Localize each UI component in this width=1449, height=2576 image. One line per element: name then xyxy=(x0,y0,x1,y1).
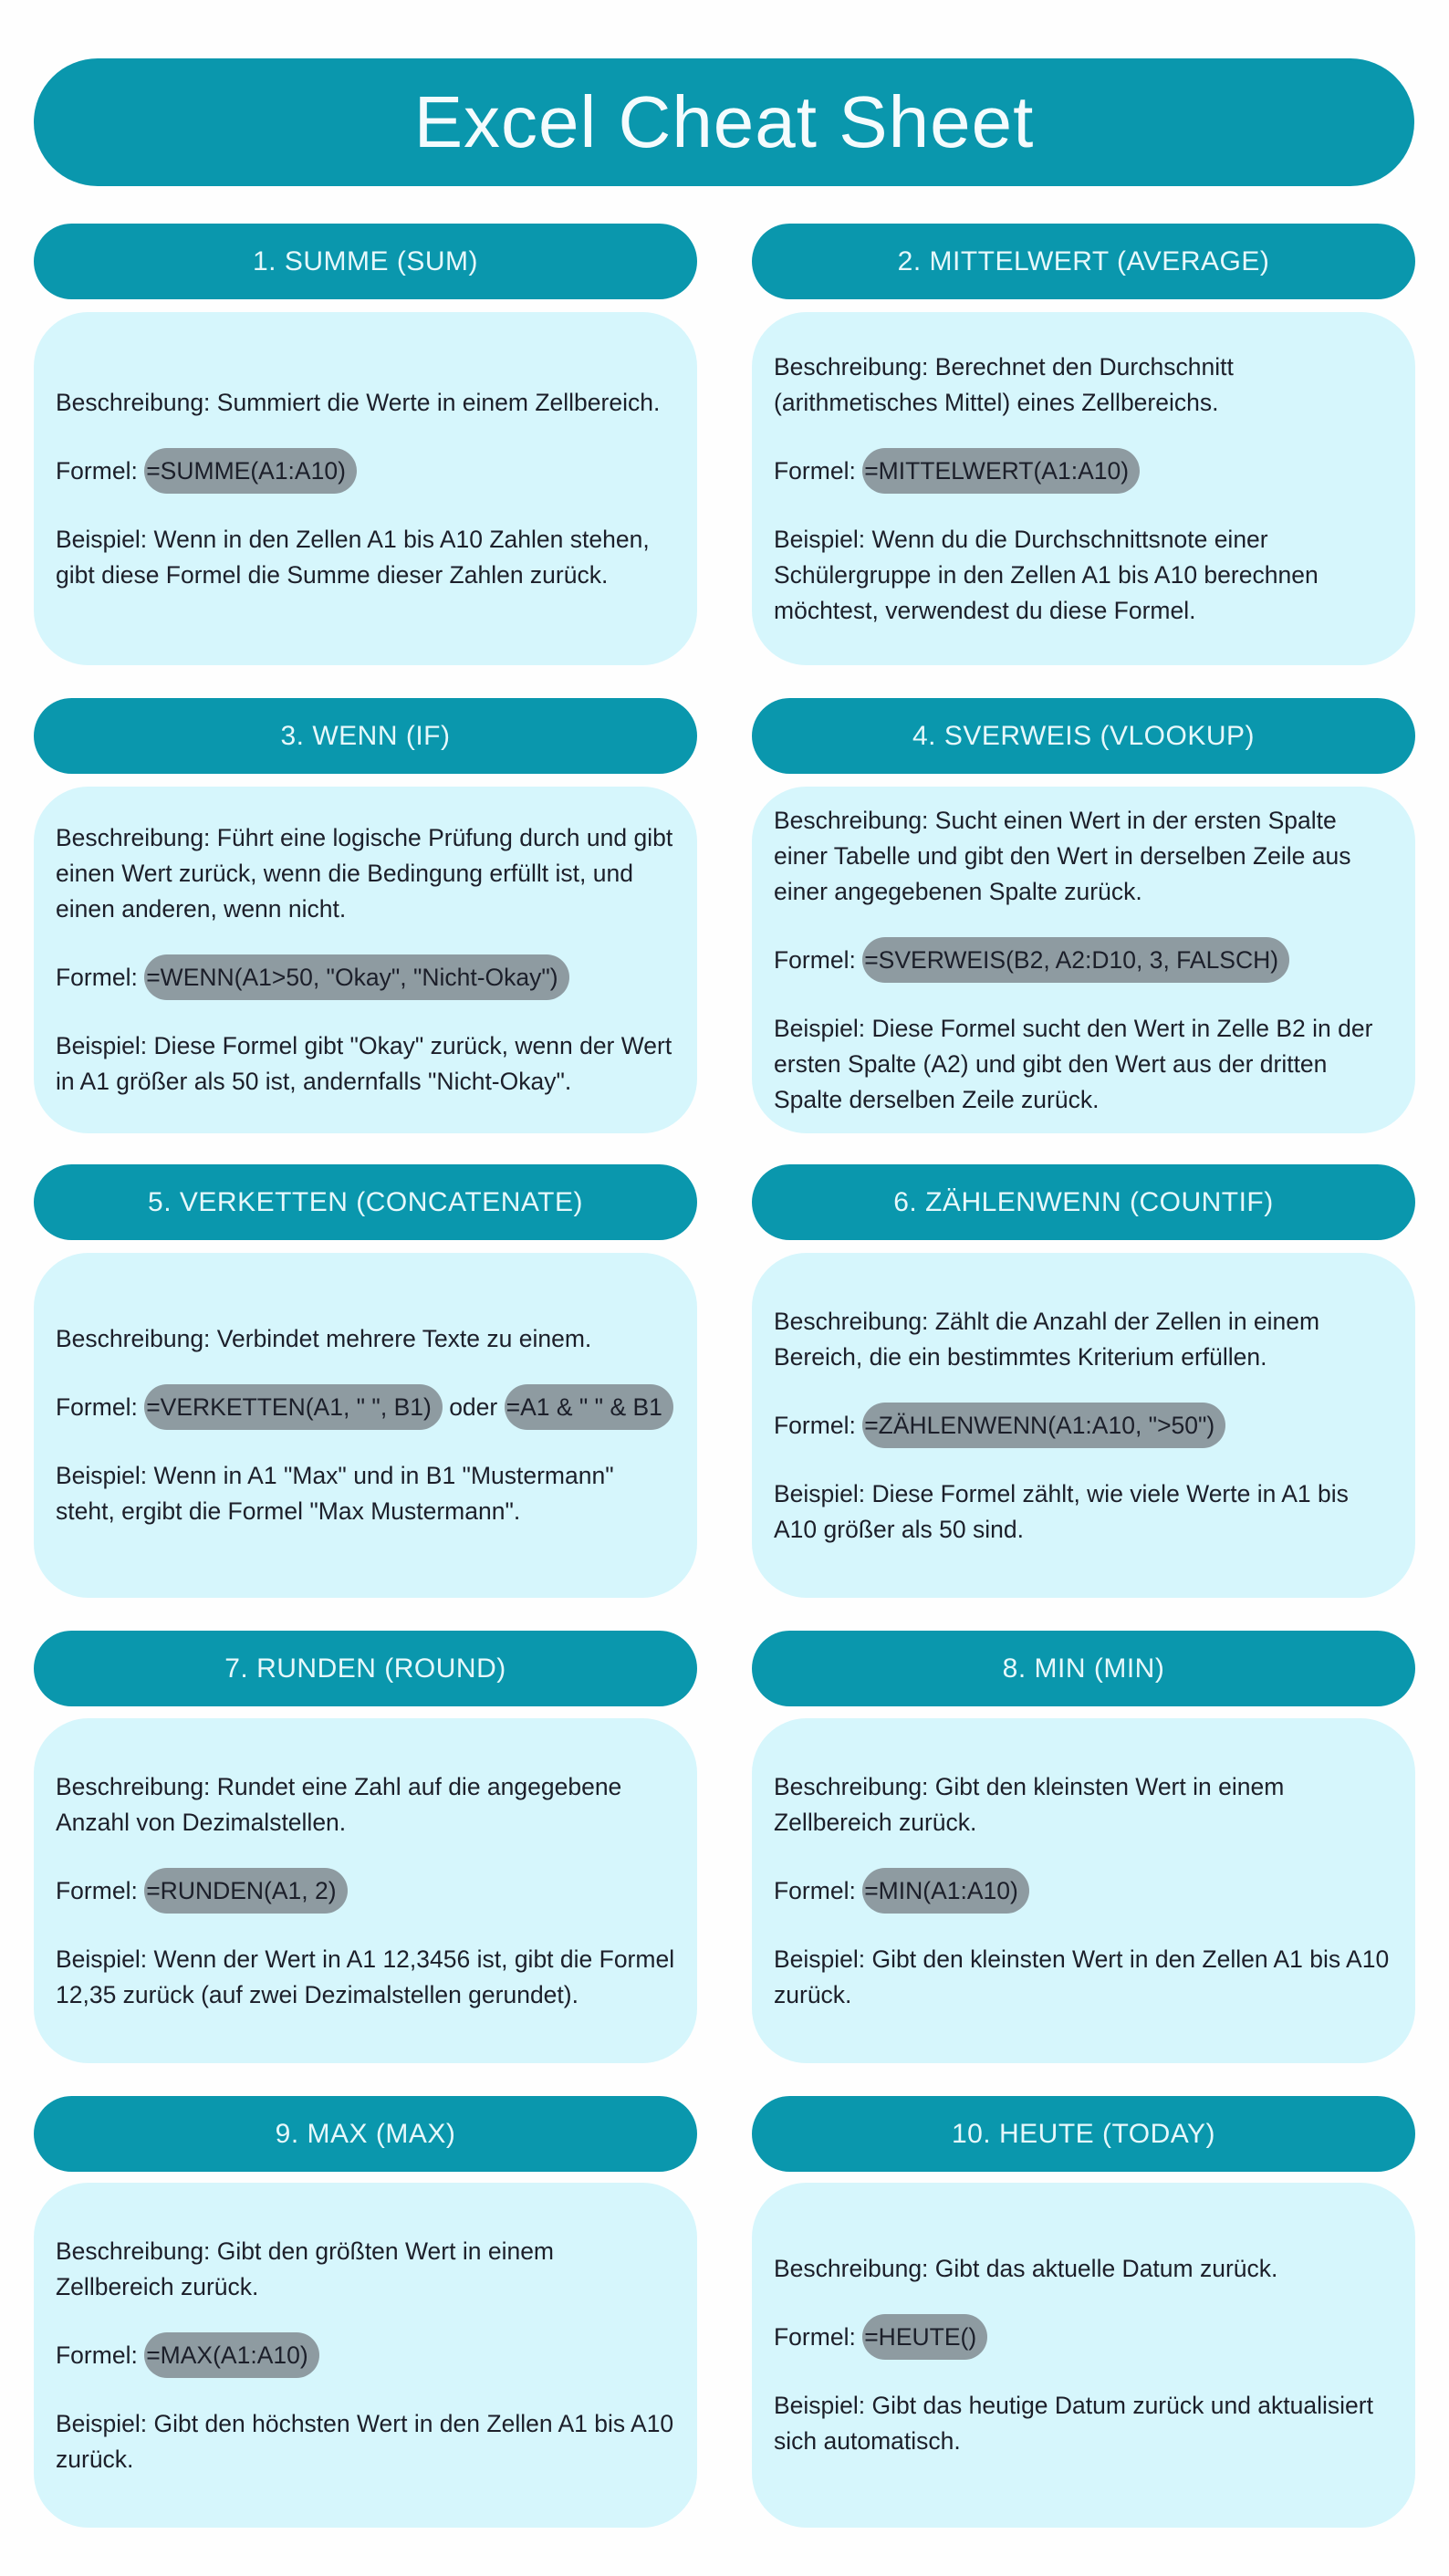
example-text: Wenn in den Zellen A1 bis A10 Zahlen stehen, gibt diese Formel die Summe dieser Zahlen zurück. xyxy=(56,525,650,589)
example-label: Beispiel: xyxy=(774,525,866,553)
formula-pill: =MAX(A1:A10) xyxy=(144,2332,318,2378)
formula xyxy=(774,1873,1393,1909)
formula-label: Formel: xyxy=(774,2323,856,2351)
example-text: Wenn der Wert in A1 12,3456 ist, gibt die Formel 12,35 zurück (auf zwei Dezimalstellen gerundet). xyxy=(56,1945,675,2008)
description-label: Beschreibung: xyxy=(774,352,929,381)
formula-label: Formel: xyxy=(774,456,856,485)
description-label: Beschreibung: xyxy=(56,1772,211,1800)
formula-label: Formel: xyxy=(56,1393,138,1421)
formula xyxy=(56,1873,675,1909)
section-header: 2. MITTELWERT (AVERAGE) xyxy=(752,224,1415,299)
section-card xyxy=(34,1718,697,2063)
formula-pill: =MIN(A1:A10) xyxy=(862,1868,1029,1914)
example xyxy=(774,1942,1393,2013)
description-text: Gibt das aktuelle Datum zurück. xyxy=(934,2255,1278,2282)
description-label: Beschreibung: xyxy=(774,1307,929,1335)
section-card xyxy=(752,1253,1415,1598)
description-text: Summiert die Werte in einem Zellbereich. xyxy=(216,388,661,416)
example-label: Beispiel: xyxy=(774,1014,866,1042)
section-header: 7. RUNDEN (ROUND) xyxy=(34,1631,697,1706)
section-card xyxy=(752,312,1415,665)
description-label: Beschreibung: xyxy=(56,824,211,851)
example-text: Wenn in A1 "Max" und in B1 "Mustermann" steht, ergibt die Formel "Max Mustermann". xyxy=(56,1462,614,1525)
description-label: Beschreibung: xyxy=(56,2237,211,2265)
example xyxy=(774,1476,1393,1548)
example-text: Diese Formel zählt, wie viele Werte in A1 bis A10 größer als 50 sind. xyxy=(774,1479,1349,1543)
formula xyxy=(56,2338,675,2373)
example-label: Beispiel: xyxy=(774,1479,866,1507)
description-text: Berechnet den Durchschnitt (arithmetisches Mittel) eines Zellbereichs. xyxy=(774,352,1234,416)
description-label: Beschreibung: xyxy=(774,1772,929,1800)
formula-pill: =SUMME(A1:A10) xyxy=(144,448,357,494)
formula xyxy=(774,1408,1393,1444)
description-text: Verbindet mehrere Texte zu einem. xyxy=(216,1325,592,1352)
formula xyxy=(774,943,1393,978)
formula-pill: =VERKETTEN(A1, " ", B1) xyxy=(144,1384,443,1430)
example-text: Gibt den kleinsten Wert in den Zellen A1 bis A10 zurück. xyxy=(774,1945,1390,2008)
formula-pill: =HEUTE() xyxy=(862,2314,987,2360)
formula xyxy=(56,1390,675,1425)
formula-pill: =WENN(A1>50, "Okay", "Nicht-Okay") xyxy=(144,954,568,1000)
formula-pill: =MITTELWERT(A1:A10) xyxy=(862,448,1140,494)
example xyxy=(56,1942,675,2013)
example-label: Beispiel: xyxy=(774,1945,866,1973)
section-card xyxy=(34,2183,697,2528)
section-header: 10. HEUTE (TODAY) xyxy=(752,2096,1415,2172)
formula-or: oder xyxy=(449,1393,498,1421)
formula xyxy=(774,2320,1393,2355)
formula-pill: =RUNDEN(A1, 2) xyxy=(144,1868,347,1914)
description-text: Sucht einen Wert in der ersten Spalte einer Tabelle und gibt den Wert in derselben Zeile aus einer angegebenen Spalte zurück. xyxy=(774,806,1351,905)
description xyxy=(56,2234,675,2305)
formula-label: Formel: xyxy=(774,1876,856,1904)
section-header: 5. VERKETTEN (CONCATENATE) xyxy=(34,1164,697,1240)
description xyxy=(56,1769,675,1841)
example-label: Beispiel: xyxy=(774,2392,866,2419)
description xyxy=(56,1321,675,1357)
example-label: Beispiel: xyxy=(56,2409,148,2437)
description xyxy=(774,1769,1393,1841)
section-card xyxy=(34,787,697,1133)
description xyxy=(56,820,675,927)
description-label: Beschreibung: xyxy=(774,806,929,834)
description-label: Beschreibung: xyxy=(774,2255,929,2282)
section-header: 1. SUMME (SUM) xyxy=(34,224,697,299)
description-text: Zählt die Anzahl der Zellen in einem Bereich, die ein bestimmtes Kriterium erfüllen. xyxy=(774,1307,1320,1371)
description xyxy=(774,349,1393,421)
page-title: Excel Cheat Sheet xyxy=(34,58,1414,186)
example xyxy=(56,2406,675,2477)
section-card xyxy=(752,787,1415,1133)
example xyxy=(56,1458,675,1529)
example-label: Beispiel: xyxy=(56,525,148,553)
section-card xyxy=(34,1253,697,1598)
formula xyxy=(774,454,1393,489)
section-header: 3. WENN (IF) xyxy=(34,698,697,774)
description xyxy=(774,1304,1393,1375)
formula xyxy=(56,454,675,489)
section-header: 4. SVERWEIS (VLOOKUP) xyxy=(752,698,1415,774)
example-label: Beispiel: xyxy=(56,1462,148,1489)
description xyxy=(56,385,675,421)
example-text: Gibt das heutige Datum zurück und aktualisiert sich automatisch. xyxy=(774,2392,1373,2455)
description xyxy=(774,2251,1393,2287)
section-header: 6. ZÄHLENWENN (COUNTIF) xyxy=(752,1164,1415,1240)
section-header: 8. MIN (MIN) xyxy=(752,1631,1415,1706)
formula-label: Formel: xyxy=(774,945,856,974)
section-card xyxy=(752,2183,1415,2528)
section-header: 9. MAX (MAX) xyxy=(34,2096,697,2172)
description-label: Beschreibung: xyxy=(56,1325,211,1352)
description-text: Rundet eine Zahl auf die angegebene Anzahl von Dezimalstellen. xyxy=(56,1772,622,1836)
description-text: Gibt den größten Wert in einem Zellbereich zurück. xyxy=(56,2237,555,2300)
example xyxy=(774,1011,1393,1118)
description xyxy=(774,803,1393,910)
example xyxy=(774,2388,1393,2459)
formula-alt-pill: =A1 & " " & B1 xyxy=(505,1384,673,1430)
section-card xyxy=(34,312,697,665)
formula-label: Formel: xyxy=(774,1411,856,1439)
formula xyxy=(56,960,675,996)
description-text: Gibt den kleinsten Wert in einem Zellbereich zurück. xyxy=(774,1772,1285,1836)
section-card xyxy=(752,1718,1415,2063)
formula-label: Formel: xyxy=(56,964,138,991)
example-text: Diese Formel gibt "Okay" zurück, wenn der Wert in A1 größer als 50 ist, andernfalls "Nicht-Okay". xyxy=(56,1032,672,1095)
example-text: Diese Formel sucht den Wert in Zelle B2 in der ersten Spalte (A2) und gibt den Wert aus der dritten Spalte derselben Zeile zurück. xyxy=(774,1014,1373,1113)
example-text: Wenn du die Durchschnittsnote einer Schülergruppe in den Zellen A1 bis A10 berechnen möchtest, verwendest du diese Formel. xyxy=(774,525,1319,624)
formula-label: Formel: xyxy=(56,1876,138,1904)
formula-label: Formel: xyxy=(56,456,138,485)
example-text: Gibt den höchsten Wert in den Zellen A1 bis A10 zurück. xyxy=(56,2409,674,2473)
example-label: Beispiel: xyxy=(56,1945,148,1973)
formula-label: Formel: xyxy=(56,2341,138,2369)
example xyxy=(774,522,1393,629)
description-label: Beschreibung: xyxy=(56,388,211,416)
formula-pill: =SVERWEIS(B2, A2:D10, 3, FALSCH) xyxy=(862,937,1289,983)
description-text: Führt eine logische Prüfung durch und gibt einen Wert zurück, wenn die Bedingung erfüllt ist, und einen anderen, wenn nicht. xyxy=(56,824,673,923)
example xyxy=(56,1028,675,1100)
formula-pill: =ZÄHLENWENN(A1:A10, ">50") xyxy=(862,1403,1225,1448)
example xyxy=(56,522,675,593)
example-label: Beispiel: xyxy=(56,1032,148,1059)
